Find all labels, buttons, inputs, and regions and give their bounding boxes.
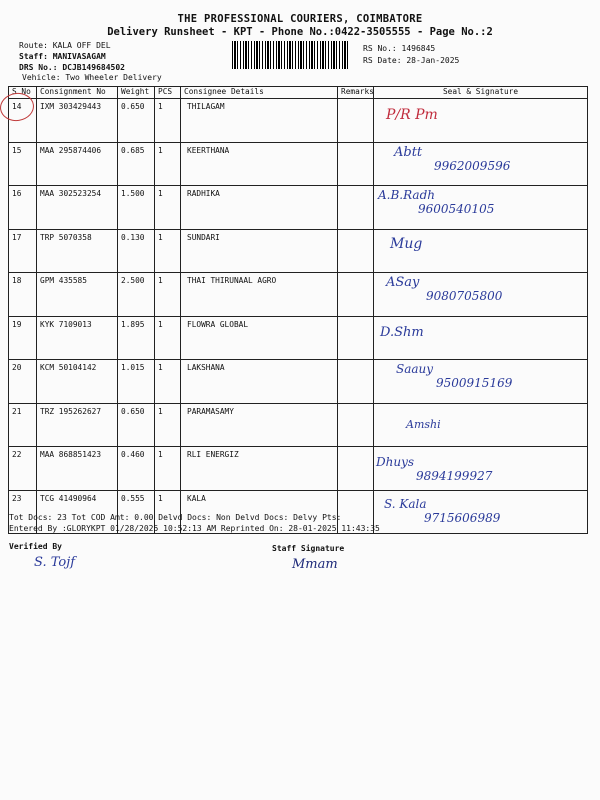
handwritten-phone: 9715606989 <box>424 510 501 525</box>
handwritten-signature: Dhuys <box>376 455 415 469</box>
rs-date: RS Date: 28-Jan-2025 <box>363 56 460 65</box>
cell-signature <box>374 490 588 534</box>
cell-consignee: PARAMASAMY <box>181 403 338 447</box>
handwritten-phone: 9080705800 <box>426 289 503 303</box>
entered-by-line: Entered By :GLORYKPT 01/28/2025 10:52:13 AM Reprinted On: 28-01-2025 11:43:35 <box>9 524 380 533</box>
route-label: Route: KALA OFF DEL <box>19 41 111 50</box>
cell-pcs: 1 <box>155 273 181 317</box>
barcode <box>232 41 350 69</box>
cell-sno: 18 <box>9 273 37 317</box>
cell-signature <box>374 316 588 360</box>
cell-signature <box>374 99 588 143</box>
table-row <box>9 273 588 317</box>
cell-sno: 22 <box>9 447 37 491</box>
table-row <box>9 360 588 404</box>
cell-pcs: 1 <box>155 403 181 447</box>
handwritten-phone: 9600540105 <box>418 202 495 216</box>
cell-pcs: 1 <box>155 142 181 186</box>
col-consignment: Consignment No <box>37 87 118 99</box>
cell-consignee: KALA <box>181 490 338 534</box>
cell-remarks <box>338 229 374 273</box>
cell-sno: 17 <box>9 229 37 273</box>
cell-consignment-no: MAA 868851423 <box>37 447 118 491</box>
cell-pcs: 1 <box>155 490 181 534</box>
cell-remarks <box>338 360 374 404</box>
cell-weight: 0.130 <box>118 229 155 273</box>
cell-signature <box>374 142 588 186</box>
rs-number: RS No.: 1496845 <box>363 44 436 53</box>
staff-handwritten-signature: Mmam <box>292 557 338 572</box>
totals-line: Tot Docs: 23 Tot COD Amt: 0.00 Delvd Docs: Non Delvd Docs: Delvy Pts: <box>9 513 342 522</box>
cell-pcs: 1 <box>155 186 181 230</box>
cell-pcs: 1 <box>155 360 181 404</box>
cell-consignment-no: KCM 50104142 <box>37 360 118 404</box>
cell-weight: 1.895 <box>118 316 155 360</box>
cell-pcs: 1 <box>155 229 181 273</box>
cell-pcs: 1 <box>155 316 181 360</box>
cell-remarks <box>338 316 374 360</box>
cell-remarks <box>338 447 374 491</box>
table-row <box>9 316 588 360</box>
cell-pcs: 1 <box>155 447 181 491</box>
staff-signature-label: Staff Signature <box>272 544 345 553</box>
vehicle-label: Vehicle: Two Wheeler Delivery <box>22 73 162 82</box>
cell-consignment-no: MAA 295874406 <box>37 142 118 186</box>
cell-weight: 0.685 <box>118 142 155 186</box>
handwritten-signature: Saauy <box>396 362 434 376</box>
cell-consignee: LAKSHANA <box>181 360 338 404</box>
cell-consignment-no: TRP 5070358 <box>37 229 118 273</box>
handwritten-phone: 9500915169 <box>436 376 513 390</box>
verified-signature: S. Tojf <box>34 555 76 570</box>
handwritten-signature: Amshi <box>406 417 441 431</box>
cell-sno: 23 <box>9 490 37 534</box>
handwritten-phone: 9894199927 <box>416 469 493 483</box>
cell-remarks <box>338 273 374 317</box>
runsheet-table <box>8 86 588 534</box>
cell-pcs: 1 <box>155 99 181 143</box>
cell-consignment-no: KYK 7109013 <box>37 316 118 360</box>
handwritten-signature: Mug <box>390 235 423 252</box>
cell-signature <box>374 273 588 317</box>
col-consignee: Consignee Details <box>181 87 338 99</box>
table-row <box>9 447 588 491</box>
cell-consignment-no: IXM 303429443 <box>37 99 118 143</box>
cell-consignment-no: TRZ 195262627 <box>37 403 118 447</box>
handwritten-signature: S. Kala <box>384 496 427 511</box>
cell-remarks <box>338 142 374 186</box>
drs-number: DRS No.: DCJB149684502 <box>19 63 125 72</box>
cell-weight: 0.555 <box>118 490 155 534</box>
handwritten-signature: D.Shm <box>380 324 424 340</box>
cell-consignee: THILAGAM <box>181 99 338 143</box>
cell-sno: 14 <box>9 99 37 143</box>
col-remarks: Remarks <box>338 87 374 99</box>
cell-consignee: SUNDARI <box>181 229 338 273</box>
col-weight: Weight <box>118 87 155 99</box>
cell-consignee: RADHIKA <box>181 186 338 230</box>
handwritten-signature: P/R Pm <box>386 107 438 123</box>
table-row <box>9 99 588 143</box>
table-header-row <box>9 87 588 99</box>
cell-weight: 0.650 <box>118 99 155 143</box>
cell-consignee: RLI ENERGIZ <box>181 447 338 491</box>
handwritten-signature: A.B.Radh <box>378 188 435 202</box>
cell-signature <box>374 403 588 447</box>
cell-weight: 2.500 <box>118 273 155 317</box>
cell-sno: 21 <box>9 403 37 447</box>
cell-consignment-no: MAA 302523254 <box>37 186 118 230</box>
handwritten-signature: Abtt <box>394 144 423 160</box>
cell-weight: 1.015 <box>118 360 155 404</box>
col-sno: S No <box>9 87 37 99</box>
table-row <box>9 142 588 186</box>
cell-sno: 16 <box>9 186 37 230</box>
cell-consignment-no: GPM 435585 <box>37 273 118 317</box>
cell-signature <box>374 360 588 404</box>
cell-consignee: FLOWRA GLOBAL <box>181 316 338 360</box>
cell-consignee: KEERTHANA <box>181 142 338 186</box>
cell-weight: 1.500 <box>118 186 155 230</box>
cell-remarks <box>338 186 374 230</box>
col-signature: Seal & Signature <box>374 87 588 99</box>
cell-weight: 0.650 <box>118 403 155 447</box>
runsheet-subtitle: Delivery Runsheet - KPT - Phone No.:0422-3505555 - Page No.:2 <box>107 26 493 38</box>
table-row <box>9 229 588 273</box>
cell-signature <box>374 186 588 230</box>
cell-signature <box>374 229 588 273</box>
cell-signature <box>374 447 588 491</box>
handwritten-signature: ASay <box>386 275 420 290</box>
table-row <box>9 403 588 447</box>
cell-weight: 0.460 <box>118 447 155 491</box>
staff-label: Staff: MANIVASAGAM <box>19 52 106 61</box>
cell-consignment-no: TCG 41490964 <box>37 490 118 534</box>
cell-remarks <box>338 99 374 143</box>
cell-remarks <box>338 403 374 447</box>
handwritten-phone: 9962009596 <box>434 158 511 173</box>
cell-sno: 20 <box>9 360 37 404</box>
col-pcs: PCS <box>155 87 181 99</box>
table-row <box>9 186 588 230</box>
cell-sno: 19 <box>9 316 37 360</box>
company-title: THE PROFESSIONAL COURIERS, COIMBATORE <box>177 13 423 25</box>
cell-sno: 15 <box>9 142 37 186</box>
verified-by-label: Verified By <box>9 542 62 551</box>
cell-consignee: THAI THIRUNAAL AGRO <box>181 273 338 317</box>
